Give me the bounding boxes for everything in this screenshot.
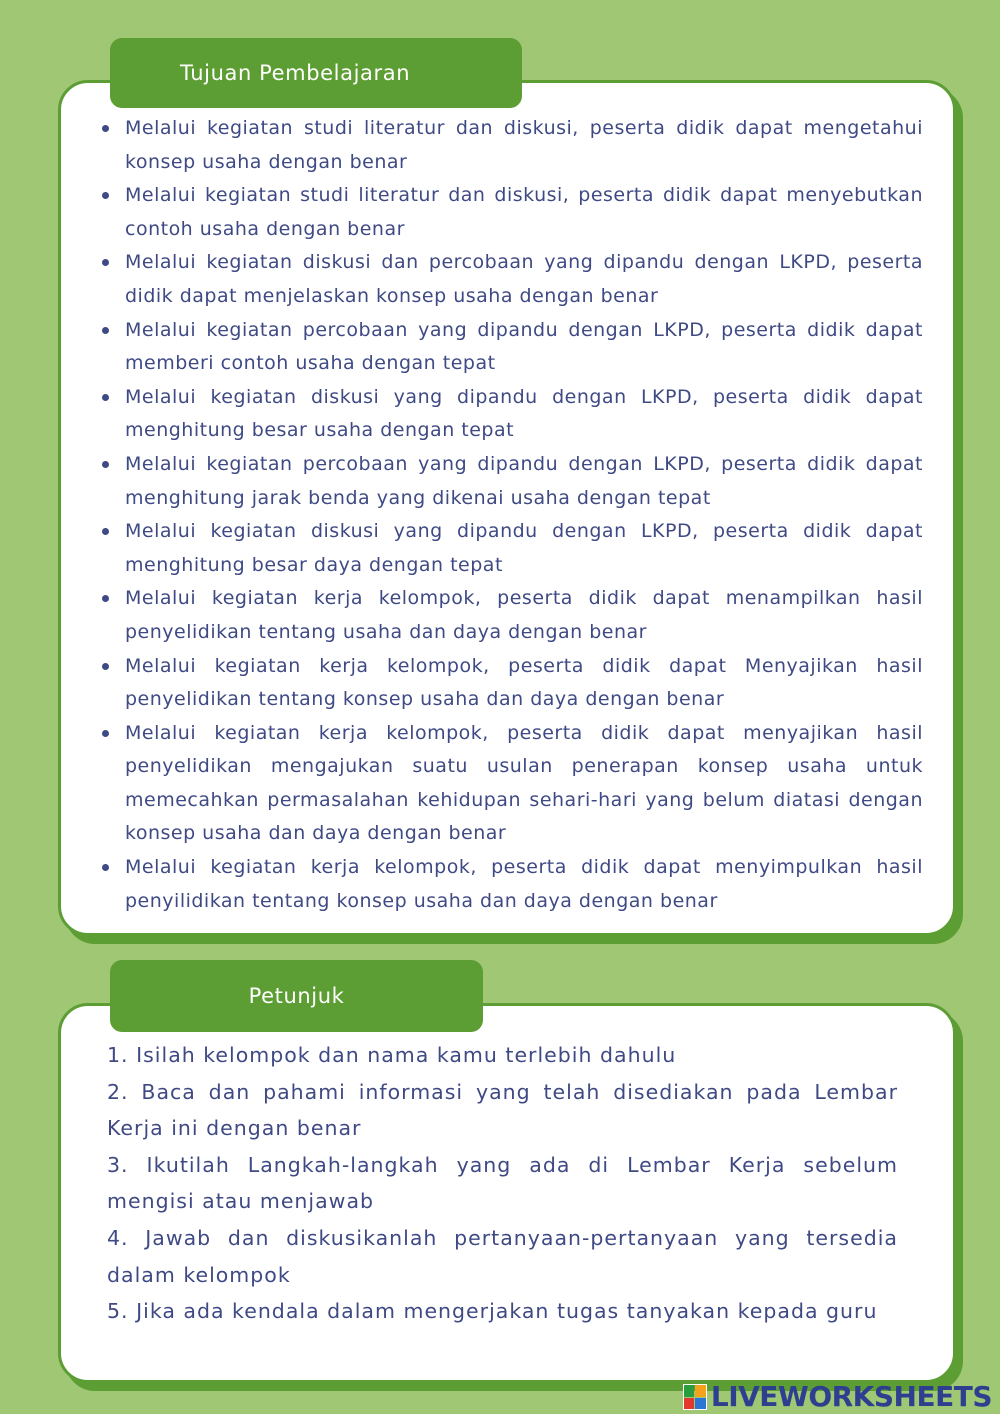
list-item: Melalui kegiatan percobaan yang dipandu dengan LKPD, peserta didik dapat menghitung jarak benda yang dikenai usaha dengan tepat xyxy=(125,448,923,515)
objectives-title: Tujuan Pembelajaran xyxy=(110,38,522,108)
list-item: 1. Isilah kelompok dan nama kamu terlebih dahulu xyxy=(107,1043,677,1067)
bullet-icon xyxy=(102,125,109,132)
list-item: Melalui kegiatan diskusi yang dipandu dengan LKPD, peserta didik dapat menghitung besar usaha dengan tepat xyxy=(125,381,923,448)
list-item: Melalui kegiatan diskusi dan percobaan yang dipandu dengan LKPD, peserta didik dapat menjelaskan konsep usaha dengan benar xyxy=(125,246,923,313)
list-item: Melalui kegiatan kerja kelompok, peserta didik dapat menampilkan hasil penyelidikan tentang usaha dan daya dengan benar xyxy=(125,582,923,649)
list-item: 2. Baca dan pahami informasi yang telah disediakan pada Lembar Kerja ini dengan benar xyxy=(107,1079,898,1141)
list-item: Melalui kegiatan kerja kelompok, peserta didik dapat menyimpulkan hasil penyilidikan tentang konsep usaha dan daya dengan benar xyxy=(125,851,923,918)
list-item: Melalui kegiatan percobaan yang dipandu dengan LKPD, peserta didik dapat memberi contoh usaha dengan tepat xyxy=(125,314,923,381)
logo-square-blue xyxy=(695,1398,706,1410)
logo-square-red xyxy=(684,1398,695,1410)
objectives-list xyxy=(125,112,923,918)
list-item: 3. Ikutilah Langkah-langkah yang ada di Lembar Kerja sebelum mengisi atau menjawab xyxy=(107,1152,898,1214)
bullet-icon xyxy=(102,394,109,401)
bullet-icon xyxy=(102,327,109,334)
list-item: Melalui kegiatan studi literatur dan diskusi, peserta didik dapat menyebutkan contoh usaha dengan benar xyxy=(125,179,923,246)
list-item: 5. Jika ada kendala dalam mengerjakan tugas tanyakan kepada guru xyxy=(107,1299,878,1324)
bullet-icon xyxy=(102,461,109,468)
logo-square-orange xyxy=(695,1385,706,1397)
list-item: Melalui kegiatan kerja kelompok, peserta didik dapat Menyajikan hasil penyelidikan tentang konsep usaha dan daya dengan benar xyxy=(125,650,923,717)
liveworksheets-logo-icon xyxy=(683,1384,707,1410)
liveworksheets-watermark[interactable] xyxy=(683,1382,992,1412)
logo-square-green xyxy=(684,1385,695,1397)
list-item: Melalui kegiatan diskusi yang dipandu dengan LKPD, peserta didik dapat menghitung besar daya dengan tepat xyxy=(125,515,923,582)
bullet-icon xyxy=(102,730,109,737)
instructions-title: Petunjuk xyxy=(110,960,483,1032)
list-item: Melalui kegiatan studi literatur dan diskusi, peserta didik dapat mengetahui konsep usaha dengan benar xyxy=(125,112,923,179)
bullet-icon xyxy=(102,663,109,670)
bullet-icon xyxy=(102,864,109,871)
list-item: Melalui kegiatan kerja kelompok, peserta didik dapat menyajikan hasil penyelidikan mengajukan suatu usulan penerapan konsep usaha untuk memecahkan permasalahan kehidupan sehari-hari yang belum diatasi dengan konsep usaha dan daya dengan benar xyxy=(125,717,923,851)
list-item: 4. Jawab dan diskusikanlah pertanyaan-pertanyaan yang tersedia dalam kelompok xyxy=(107,1225,898,1287)
instructions-list xyxy=(107,1037,898,1330)
watermark-text: LIVEWORKSHEETS xyxy=(710,1380,992,1413)
